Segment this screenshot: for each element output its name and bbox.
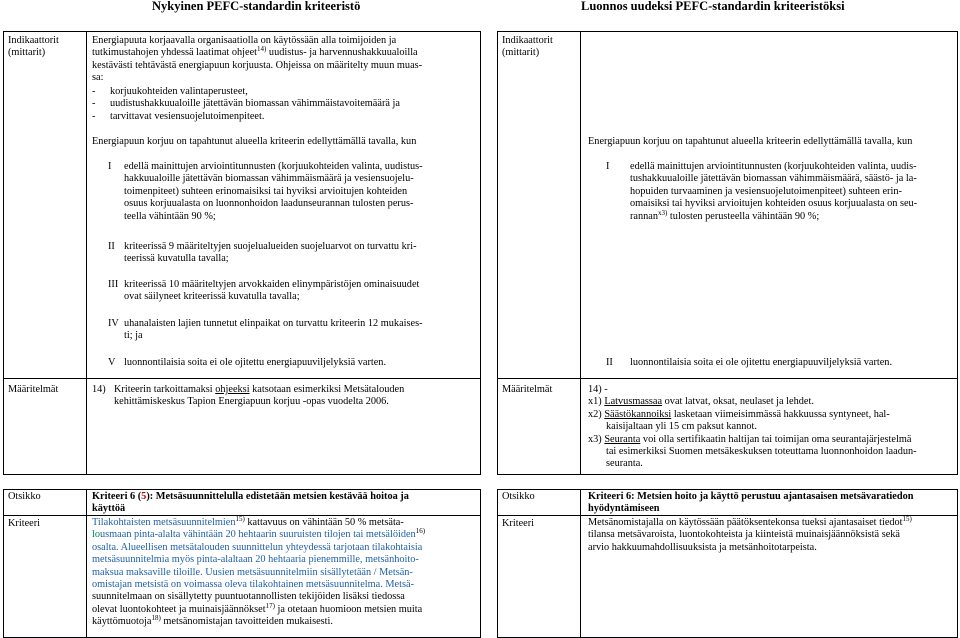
left-title-label: Otsikko <box>8 491 41 502</box>
left-definition-14: 14) Kriteerin tarkoittamaksi ohjeeksi katsotaan esimerkiksi Metsätalouden kehittämiskeskus Tapion Energiapuun korjuu -opas vuodelta 2006. <box>92 384 405 408</box>
item-text: kriteerissä 10 määriteltyjen arvokkaiden elinympäristöjen ominaisuudet ovat säilyneet kriteerissä kuvatulla tavalla; <box>124 279 420 303</box>
item-text: uhanalaisten lajien tunnetut elinpaikat on turvattu kriteerin 12 mukaises- ti; ja <box>124 318 423 342</box>
right-criterion-label: Kriteeri <box>502 518 535 529</box>
bullet-item: korjuukohteiden valintaperusteet, <box>110 86 248 97</box>
left-criterion-title: Kriteeri 6 (5): Metsäsuunnittelulla edistetään metsien kestävää hoitoa ja käyttöä <box>92 491 409 515</box>
left-criterion-text: Tilakohtaisten metsäsuunnitelmien$^{15)}$ kattavuus on vähintään 50 % metsäta- lousmaan pinta-alalta vähintään 20 hehtaarin suuruisten tilojen tai metsälöiden$^{16)}$ osalta. Alueellisen metsätalouden suunnittelun yhteydessä tarjotaan tilakohtaisia metsäsuunnitelmia myös pinta-alaltaan 20 hehtaaria pienemmille, metsänhoito- maksua maksaville tiloille. Uusien metsäsuunnitelmiin sisällytetään / Metsän- omistajan metsistä on voimassa oleva tilakohtainen metsäsuunnitelma. Metsä- suunnitelmaan on sisällytetty puuntuotannollisten tekijöiden lisäksi tiedossa olevat luontokohteet ja muinaisjäännökset$^{17)}$ ja otetaan huomioon metsien muita käyttömuotoja$^{18)}$ metsänomistajan tavoitteiden mukaisesti. <box>92 515 426 628</box>
item-text: edellä mainittujen arviointitunnusten (korjuukohteiden valinta, uudistus- hakkuualoille jätettävän biomassan vähimmäismäärä ja vesiensuojelu- toimenpiteet) suhteen erinomaisiksi tai hyviksi arvioitujen kohteiden osuus korjuualasta on luonnonhoidon laadunseurannan tulosten perus- teella vähintään 90 %; <box>124 161 423 222</box>
left-indicators-label: Indikaattorit (mittarit) <box>8 35 59 59</box>
right-indicators-label: Indikaattorit (mittarit) <box>502 35 553 59</box>
right-criterion-text: Metsänomistajalla on käytössään päätöksentekonsa tueksi ajantasaiset tiedot$^{15)}$ tilansa metsävaroista, luontokohteista ja kiinteistä muinaisjäännöksistä sekä arvio hakkuumahdollisuuksista ja metsänhoitotarpeista. <box>588 515 912 553</box>
item-number: I <box>108 161 112 172</box>
item-number: III <box>108 279 119 290</box>
item-text: luonnontilaisia soita ei ole ojitettu energiapuuviljelyksiä varten. <box>630 357 893 368</box>
left-condition-text: Energiapuun korjuu on tapahtunut alueella kriteerin edellyttämällä tavalla, kun <box>92 136 417 147</box>
item-number: IV <box>108 318 119 329</box>
right-criterion-title: Kriteeri 6: Metsien hoito ja käyttö perustuu ajantasaisen metsävaratiedon hyödyntämiseen <box>588 491 914 515</box>
item-number: I <box>606 161 610 172</box>
left-criterion-label: Kriteeri <box>8 518 41 529</box>
right-column-heading: Luonnos uudeksi PEFC-standardin kriteeristöksi <box>581 0 845 13</box>
left-intro-text: Energiapuuta korjaavalla organisaatiolla on käytössään alla toimijoiden ja tutkimustahojen yhdessä laatimat ohjeet$^{14)}$ uudistus- ja harvennushakkuualoilla kestävästi tehtävästä energiapuun korjuusta. Ohjeissa on määritelty muun muas- sa: <box>92 35 423 84</box>
right-title-label: Otsikko <box>502 491 535 502</box>
bullet-item: tarvittavat vesiensuojelutoimenpiteet. <box>110 110 265 122</box>
left-bullet-list: - korjuukohteiden valintaperusteet, - uudistushakkuualoille jätettävän biomassan vähimmäistavoitemäärä ja - tarvittavat vesiensuojelutoimenpiteet. <box>92 86 400 122</box>
right-definitions: 14) - x1) Latvusmassaa ovat latvat, oksat, neulaset ja lehdet. x2) Säästökannoiksi lasketaan viimeisimmässä hakkuussa syntyneet, hal- kaisijaltaan yli 15 cm paksut kannot. x3) Seuranta voi olla sertifikaatin haltijan tai toimijan oma seurantajärjestelmä tai esimerkiksi Suomen metsäkeskuksen toteuttama luonnonhoidon laadun- seuranta. <box>588 384 917 470</box>
right-condition-text: Energiapuun korjuu on tapahtunut alueella kriteerin edellyttämällä tavalla, kun <box>588 136 913 147</box>
item-text: luonnontilaisia soita ei ole ojitettu energiapuuviljelyksiä varten. <box>124 357 387 368</box>
item-number: II <box>108 241 115 252</box>
item-number: II <box>606 357 613 368</box>
left-column-heading: Nykyinen PEFC-standardin kriteeristö <box>152 0 361 13</box>
bullet-item: uudistushakkuualoille jätettävän biomassan vähimmäistavoitemäärä ja <box>110 98 400 110</box>
left-definitions-label: Määritelmät <box>8 384 59 395</box>
item-text: kriteerissä 9 määriteltyjen suojelualueiden suojeluarvot on turvattu kri- teerissä kuvatulla tavalla; <box>124 241 417 265</box>
item-number: V <box>108 357 116 368</box>
item-text: edellä mainittujen arviointitunnusten (korjuukohteiden valinta, uudis- tushakkuualoille jätettävän biomassan vähimmäismäärä, säästö- ja la- hopuiden turvaaminen ja vesiensuojelutoimenpiteet) suhteen erin- omaisiksi tai hyviksi arvioitujen kohteiden osuus korjuualasta on seu- rannan$^{x3)}$ tulosten perusteella vähintään 90 %; <box>630 161 918 222</box>
right-definitions-label: Määritelmät <box>502 384 553 395</box>
